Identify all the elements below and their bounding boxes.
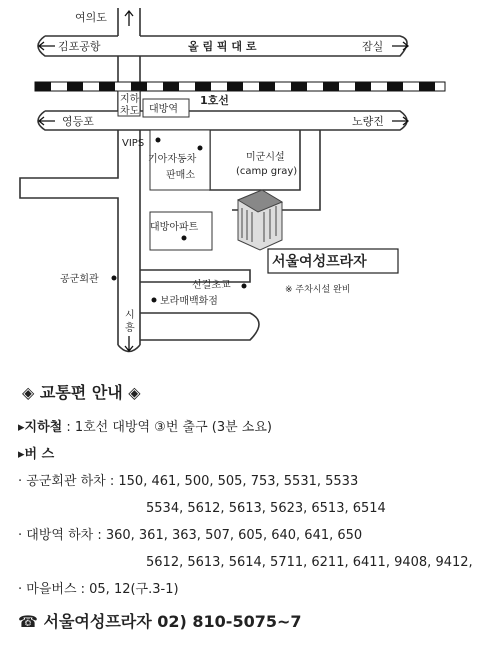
plaza-building-icon xyxy=(238,190,282,250)
label-kia-2: 판매소 xyxy=(166,170,195,181)
village-bus-line: · 마을버스 : 05, 12(구.3-1) xyxy=(18,582,179,597)
subway-text: : 1호선 대방역 ③번 출구 (3분 소요) xyxy=(62,420,272,435)
bus-label: ▸버 스 xyxy=(18,447,55,462)
label-kia-1: 기아자동차 xyxy=(148,154,197,165)
phone-line: ☎ 서울여성프라자 02) 810-5075~7 xyxy=(18,612,302,631)
arrows xyxy=(39,11,408,351)
label-gimpo: 김포공항 xyxy=(58,40,101,53)
label-noryangjin: 노량진 xyxy=(352,115,384,128)
daebang-bus-line: · 대방역 하차 : 360, 361, 363, 507, 605, 640, 641, 650 xyxy=(18,528,363,543)
label-plaza-name: 서울여성프라자 xyxy=(272,254,367,270)
gonggun-bus-cont: 5534, 5612, 5613, 5623, 6513, 6514 xyxy=(146,501,386,516)
label-daebang-station: 대방역 xyxy=(149,104,178,115)
label-vips: VIPS xyxy=(122,138,145,149)
label-borame: 보라매백화점 xyxy=(160,296,218,307)
label-parking: ※ 주차시설 완비 xyxy=(285,285,351,295)
subway-line xyxy=(18,414,478,441)
label-siheung-2: 흥 xyxy=(125,323,135,334)
label-underpass-1: 지하 xyxy=(120,94,140,105)
gonggun-bus-line: · 공군회관 하차 : 150, 461, 500, 505, 753, 5531, 5533 xyxy=(18,474,359,489)
subway-label: ▸지하철 xyxy=(18,420,63,435)
label-jamsil: 잠실 xyxy=(362,40,384,53)
label-line1: 1호선 xyxy=(200,94,229,107)
label-siheung-1: 시 xyxy=(125,310,135,321)
label-yeongdeungpo: 영등포 xyxy=(62,115,94,128)
label-us-base-2: (camp gray) xyxy=(236,166,298,177)
label-olympic-road: 올 림 픽 대 로 xyxy=(188,40,257,53)
label-yeouido: 여의도 xyxy=(75,11,107,24)
transport-title: ◈ 교통편 안내 ◈ xyxy=(22,383,141,402)
label-gonggun: 공군회관 xyxy=(60,274,99,285)
label-underpass-2: 차도 xyxy=(120,106,140,117)
label-us-base-1: 미군시설 xyxy=(246,152,285,163)
label-singil: 신길초교 xyxy=(192,280,231,291)
label-daebang-apt: 대방아파트 xyxy=(150,222,199,233)
daebang-bus-cont: 5612, 5613, 5614, 5711, 6211, 6411, 9408, 9412, xyxy=(146,555,473,570)
railway xyxy=(35,82,445,91)
transport-info xyxy=(18,380,478,632)
